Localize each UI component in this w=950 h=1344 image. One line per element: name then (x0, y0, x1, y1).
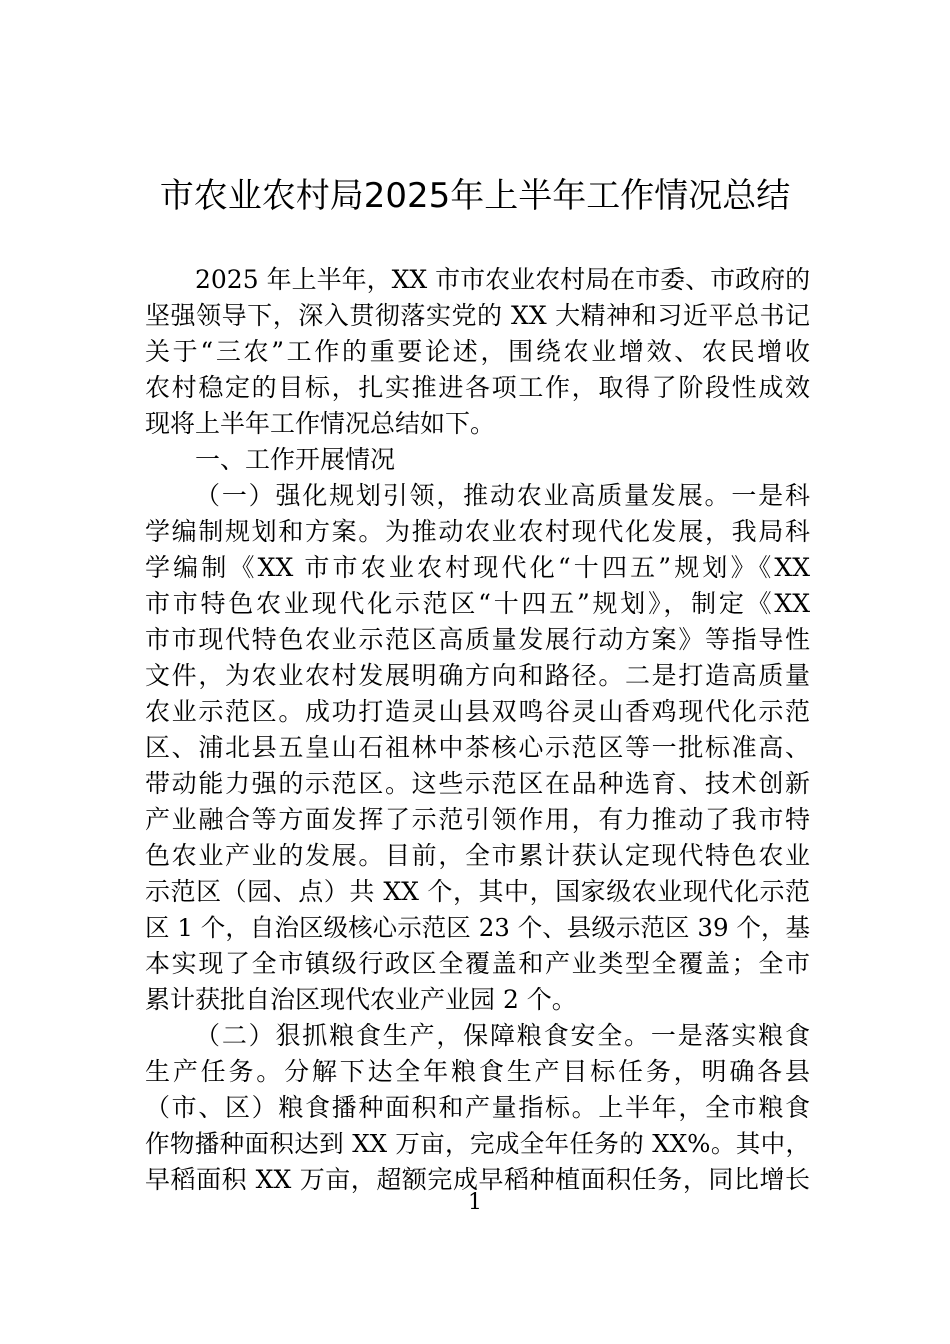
paragraph-line: 累计获批自治区现代农业产业园 2 个。 (145, 985, 577, 1014)
paragraph-line: （二）狠抓粮食生产，保障粮食安全。一是落实粮食 (195, 1021, 810, 1050)
paragraph-line: 带动能力强的示范区。这些示范区在品种选育、技术创新 (145, 769, 810, 798)
paragraph-line: 示范区（园、点）共 XX 个，其中，国家级农业现代化示范 (145, 877, 810, 906)
paragraph-line: 坚强领导下，深入贯彻落实党的 XX 大精神和习近平总书记 (145, 301, 810, 330)
paragraph-line: 农村稳定的目标，扎实推进各项工作，取得了阶段性成效 (145, 373, 810, 402)
paragraph-line: （市、区）粮食播种面积和产量指标。上半年，全市粮食 (145, 1093, 810, 1122)
document-body (145, 262, 810, 1198)
paragraph-line: 一、工作开展情况 (195, 445, 396, 474)
paragraph-line: 农业示范区。成功打造灵山县双鸣谷灵山香鸡现代化示范 (145, 697, 810, 726)
paragraph-line: 文件，为农业农村发展明确方向和路径。二是打造高质量 (145, 661, 810, 690)
paragraph-line: 学编制《XX 市市农业农村现代化“十四五”规划》《XX (145, 553, 810, 582)
paragraph-line: 产业融合等方面发挥了示范引领作用，有力推动了我市特 (145, 805, 810, 834)
paragraph-line: 区 1 个，自治区级核心示范区 23 个、县级示范区 39 个，基 (145, 913, 810, 942)
paragraph-line: 早稻面积 XX 万亩，超额完成早稻种植面积任务，同比增长 (145, 1165, 810, 1194)
paragraph-line: 区、浦北县五皇山石祖林中茶核心示范区等一批标准高、 (145, 733, 810, 762)
paragraph-line: 关于“三农”工作的重要论述，围绕农业增效、农民增收 (145, 337, 810, 366)
paragraph-line: 市市特色农业现代化示范区“十四五”规划》，制定《XX (145, 589, 810, 618)
paragraph-line: 学编制规划和方案。为推动农业农村现代化发展，我局科 (145, 517, 810, 546)
paragraph-line: 现将上半年工作情况总结如下。 (145, 409, 496, 438)
paragraph-line: 2025 年上半年，XX 市市农业农村局在市委、市政府的 (195, 265, 811, 294)
paragraph-line: 本实现了全市镇级行政区全覆盖和产业类型全覆盖；全市 (145, 949, 810, 978)
paragraph-line: （一）强化规划引领，推动农业高质量发展。一是科 (195, 481, 810, 510)
paragraph-line: 作物播种面积达到 XX 万亩，完成全年任务的 XX%。其中， (145, 1129, 810, 1158)
page-number: 1 (468, 1190, 482, 1215)
paragraph-line: 生产任务。分解下达全年粮食生产目标任务，明确各县 (145, 1057, 810, 1086)
paragraph-line: 色农业产业的发展。目前，全市累计获认定现代特色农业 (145, 841, 810, 870)
paragraph-line: 市市现代特色农业示范区高质量发展行动方案》等指导性 (145, 625, 810, 654)
document-title: 市农业农村局2025年上半年工作情况总结 (159, 176, 791, 216)
